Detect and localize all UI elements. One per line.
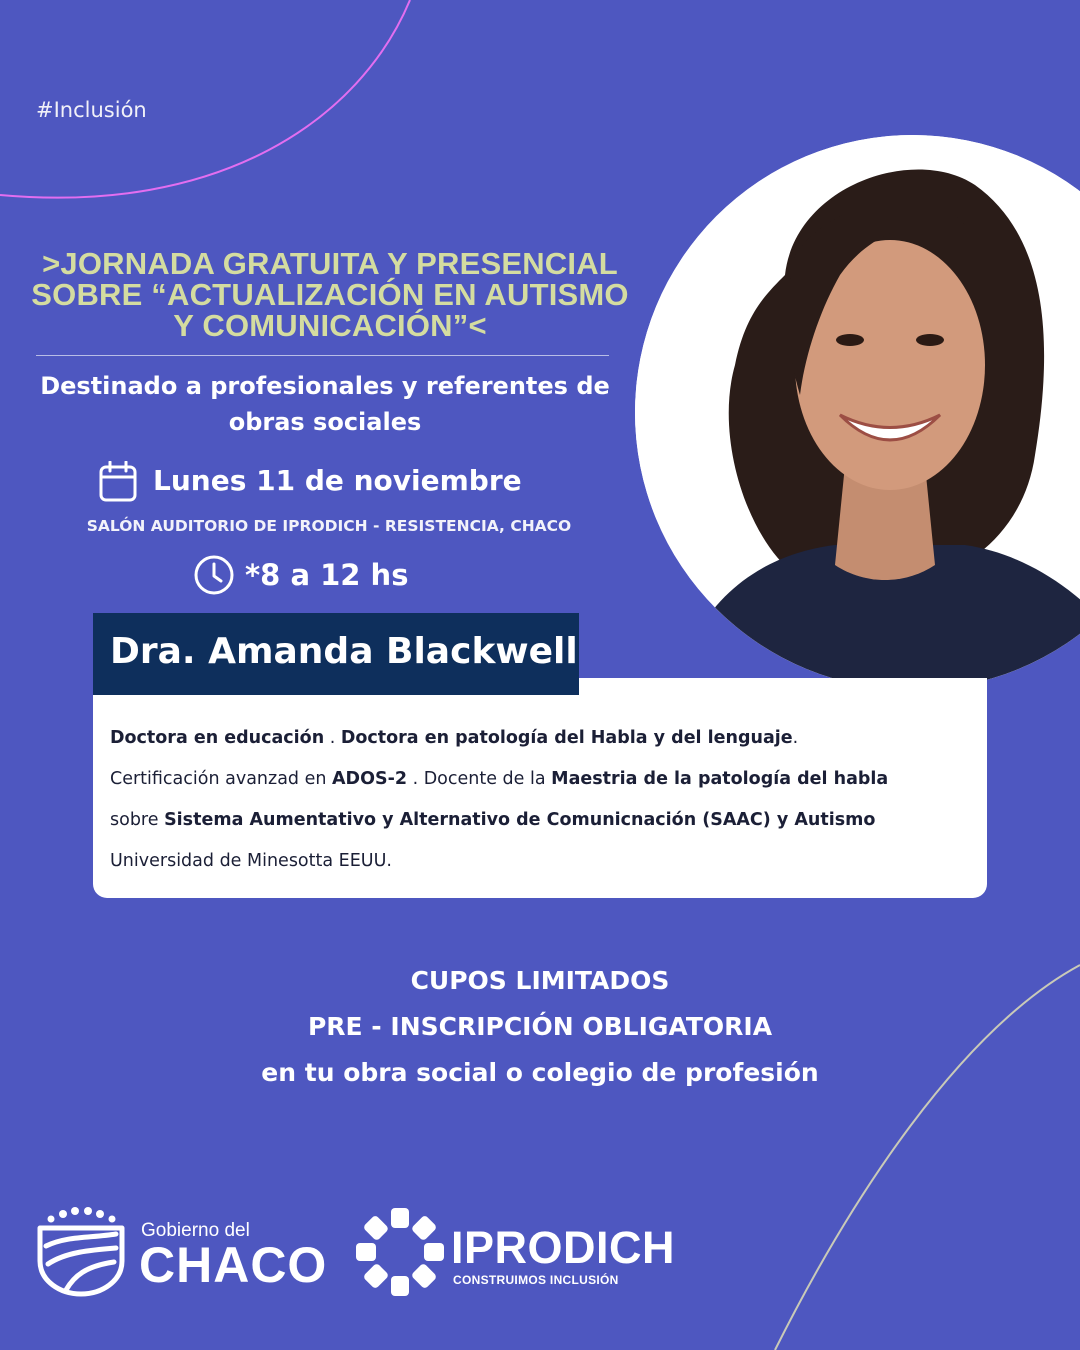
hashtag: #Inclusión (36, 98, 147, 122)
event-date: Lunes 11 de noviembre (153, 464, 522, 497)
bio-line-1: Doctora en educación . Doctora en patología del Habla y del lenguaje. (110, 728, 799, 748)
title-line-3: Y COMUNICACIÓN”< (173, 308, 487, 343)
chaco-logo-icon (36, 1206, 128, 1298)
title-line-1: >JORNADA GRATUITA Y PRESENCIAL (42, 246, 618, 281)
speaker-bio-card (93, 678, 987, 898)
chaco-logo-text: CHACO (139, 1237, 328, 1293)
registration-info (140, 958, 940, 1096)
iprodich-logo-icon (354, 1206, 446, 1298)
speaker-name: Dra. Amanda Blackwell (110, 631, 578, 672)
cta-line-1: CUPOS LIMITADOS (410, 966, 670, 995)
iprodich-logo-text: IPRODICH (451, 1222, 676, 1273)
event-venue: SALÓN AUDITORIO DE IPRODICH - RESISTENCIA, CHACO (86, 517, 572, 535)
iprodich-logo-tagline: CONSTRUIMOS INCLUSIÓN (453, 1273, 619, 1287)
cta-line-2: PRE - INSCRIPCIÓN OBLIGATORIA (307, 1012, 773, 1041)
title-line-2: SOBRE “ACTUALIZACIÓN EN AUTISMO (31, 277, 629, 312)
chaco-logo-subtitle: Gobierno del (141, 1220, 250, 1241)
subtitle-line-2: obras sociales (228, 408, 422, 436)
speaker-bio (110, 718, 980, 882)
cta-line-3: en tu obra social o colegio de profesión (261, 1058, 819, 1087)
bio-line-4: Universidad de Minesotta EEUU. (110, 851, 392, 871)
speaker-name-box (93, 613, 579, 695)
divider (36, 355, 609, 356)
clock-icon (193, 554, 235, 596)
calendar-icon (98, 461, 138, 503)
audience-subtitle (20, 368, 630, 440)
bio-line-2: Certificación avanzad en ADOS-2 . Docente de la Maestria de la patología del habla (110, 769, 889, 789)
event-title (30, 248, 630, 341)
bio-line-3: sobre Sistema Aumentativo y Alternativo de Comunicnación (SAAC) y Autismo (110, 810, 876, 830)
event-time: *8 a 12 hs (245, 558, 409, 592)
subtitle-line-1: Destinado a profesionales y referentes de (40, 372, 610, 400)
